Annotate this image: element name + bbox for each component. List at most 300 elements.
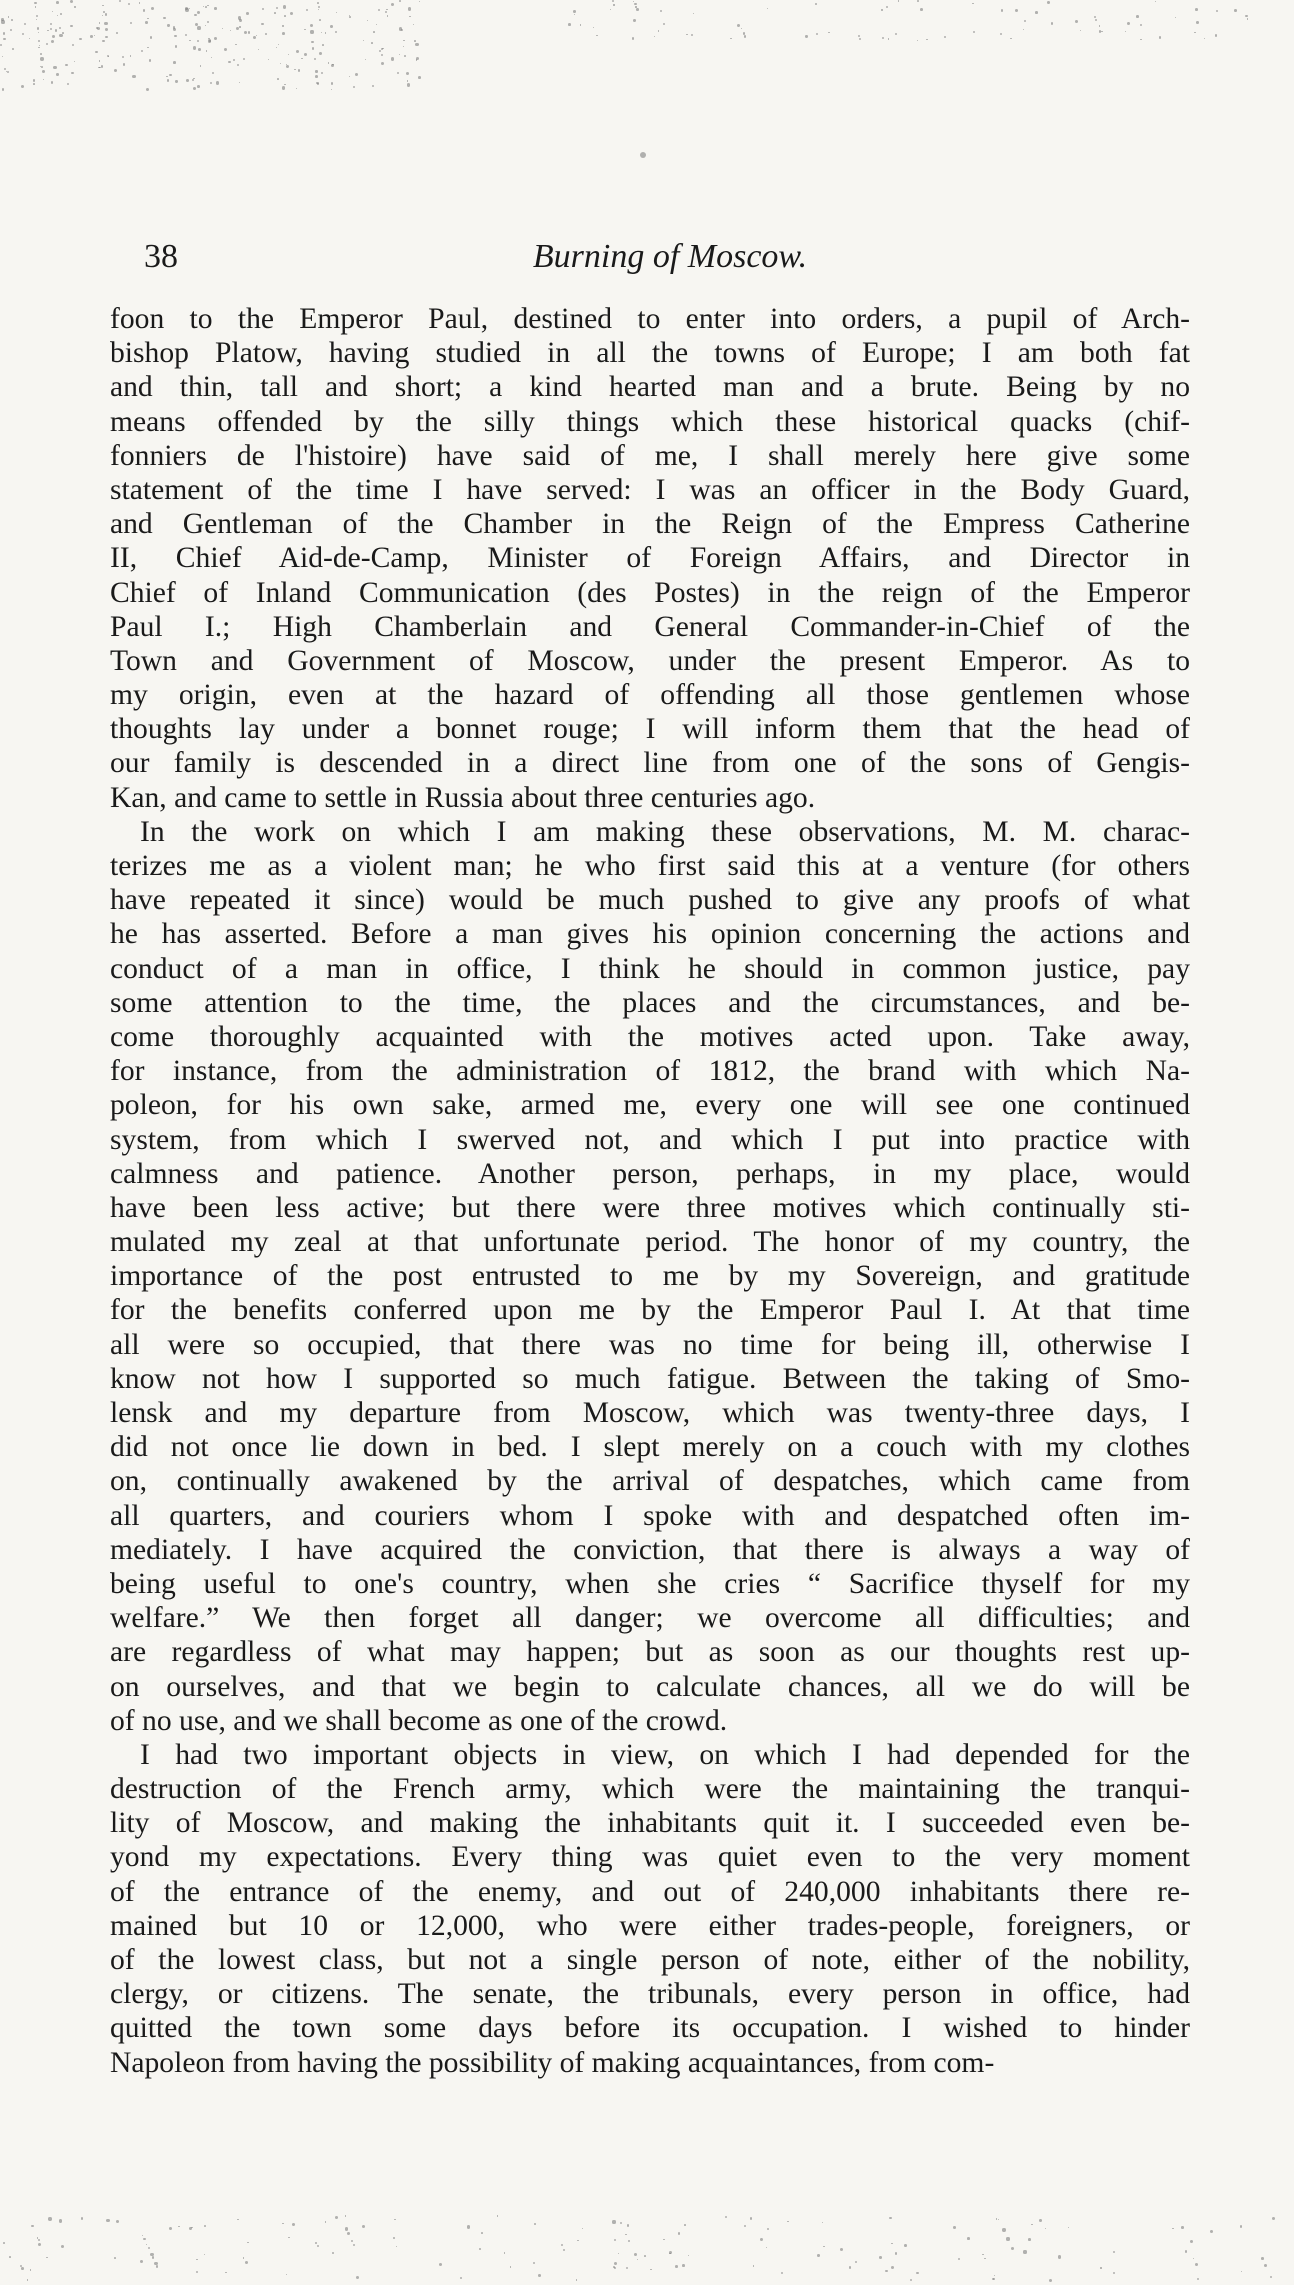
text-line: thoughts lay under a bonnet rouge; I will inform them that the head of	[110, 713, 1190, 746]
speckle	[94, 35, 95, 36]
speckle	[197, 85, 200, 88]
speckle	[1140, 24, 1142, 26]
speckle	[407, 80, 409, 82]
speckle	[99, 60, 100, 61]
speckle	[225, 2272, 227, 2274]
speckle	[917, 40, 918, 41]
speckle	[561, 2244, 563, 2246]
speckle	[230, 30, 231, 31]
speckle	[1175, 17, 1176, 18]
speckle	[625, 2234, 626, 2235]
speckle	[143, 2238, 146, 2241]
speckle	[52, 35, 55, 38]
speckle	[150, 36, 153, 39]
body-text	[110, 302, 1190, 2080]
speckle	[669, 2253, 670, 2254]
text-line: of no use, and we shall become as one of the crowd.	[110, 1704, 728, 1737]
speckle	[1028, 2238, 1031, 2241]
speckle	[413, 24, 414, 25]
speckle	[744, 35, 746, 37]
speckle	[805, 35, 807, 37]
speckle	[917, 0, 919, 2]
speckle	[391, 57, 394, 60]
speckle	[467, 2225, 470, 2228]
text-line: I had two important objects in view, on which I had depended for the	[140, 1738, 1190, 1771]
speckle	[59, 27, 62, 30]
speckle	[904, 2244, 907, 2247]
speckle	[1247, 18, 1248, 19]
speckle	[74, 61, 76, 63]
speckle	[660, 10, 662, 12]
speckle	[1001, 9, 1004, 12]
speckle	[53, 66, 56, 69]
speckle	[319, 19, 321, 21]
speckle	[1100, 2267, 1101, 2268]
speckle	[1272, 2217, 1275, 2220]
speckle	[55, 29, 57, 31]
speckle	[296, 50, 299, 53]
speckle	[1045, 2228, 1046, 2229]
speckle	[239, 26, 240, 27]
speckle	[1241, 2271, 1242, 2272]
speckle	[314, 58, 316, 60]
speckle	[972, 3, 974, 5]
text-line: on ourselves, and that we begin to calculate chances, all we do will be	[110, 1670, 1190, 1703]
speckle	[315, 2242, 317, 2244]
speckle	[373, 31, 375, 33]
text-line: of the entrance of the enemy, and out of 240,000 inhabitants there re-	[110, 1875, 1190, 1908]
speckle	[65, 64, 68, 67]
speckle	[481, 2232, 483, 2234]
speckle	[311, 41, 313, 43]
speckle	[197, 40, 199, 42]
speckle	[626, 2267, 628, 2269]
speckle	[122, 56, 124, 58]
speckle	[284, 84, 285, 85]
text-line: statement of the time I have served: I was an officer in the Body Guard,	[110, 473, 1190, 506]
speckle	[59, 34, 62, 37]
speckle	[46, 2257, 47, 2258]
speckle	[353, 2244, 355, 2246]
speckle	[1197, 2278, 1199, 2280]
speckle	[79, 38, 81, 40]
speckle	[538, 2274, 541, 2277]
speckle	[310, 30, 313, 33]
speckle	[387, 15, 388, 16]
speckle	[953, 2226, 956, 2229]
speckle	[59, 2219, 62, 2222]
speckle	[840, 2248, 843, 2251]
speckle	[173, 28, 176, 31]
speckle	[817, 2254, 820, 2257]
speckle	[1101, 31, 1102, 32]
speckle	[193, 87, 196, 90]
speckle	[214, 37, 217, 40]
speckle	[627, 2224, 630, 2227]
speckle	[130, 55, 131, 56]
speckle	[984, 2258, 985, 2259]
speckle	[1113, 2272, 1115, 2274]
text-line: calmness and patience. Another person, perhaps, in my place, would	[110, 1157, 1190, 1190]
speckle	[325, 32, 327, 34]
speckle	[386, 9, 388, 11]
speckle	[891, 2243, 893, 2245]
text-line: bishop Platow, having studied in all the towns of Europe; I am both fat	[110, 337, 1190, 370]
speckle	[33, 83, 35, 85]
speckle	[40, 53, 42, 55]
speckle	[1136, 15, 1139, 18]
speckle	[296, 88, 297, 89]
speckle	[186, 79, 189, 82]
speckle	[256, 35, 257, 36]
speckle	[688, 2255, 689, 2256]
speckle	[895, 33, 897, 35]
speckle	[926, 39, 928, 41]
speckle	[1245, 15, 1247, 17]
speckle	[1264, 2264, 1267, 2267]
speckle	[479, 2248, 481, 2250]
speckle	[504, 2252, 506, 2254]
text-line: for instance, from the administration of 1812, the brand with which Na-	[110, 1055, 1190, 1088]
speckle	[1215, 34, 1218, 37]
speckle	[331, 89, 332, 90]
speckle	[216, 81, 219, 84]
speckle	[288, 54, 289, 55]
speckle	[993, 2278, 995, 2280]
speckle	[1095, 19, 1097, 21]
speckle	[288, 2237, 289, 2238]
text-line: have been less active; but there were three motives which continually sti-	[110, 1191, 1190, 1224]
speckle	[1049, 2279, 1052, 2282]
speckle	[283, 5, 286, 8]
speckle	[98, 67, 100, 69]
speckle	[1159, 36, 1162, 39]
speckle	[381, 54, 383, 56]
speckle	[1140, 39, 1141, 40]
speckle	[381, 62, 384, 65]
speckle	[105, 13, 107, 15]
speckle	[725, 2216, 727, 2218]
text-line: terizes me as a violent man; he who first said this at a venture (for others	[110, 850, 1190, 882]
speckle	[265, 33, 267, 35]
speckle	[916, 2272, 918, 2274]
speckle	[355, 73, 358, 76]
speckle	[1195, 8, 1198, 11]
speckle	[1210, 2230, 1213, 2233]
page-header	[140, 238, 1200, 282]
speckle	[973, 31, 975, 33]
speckle	[38, 40, 40, 42]
speckle	[1002, 2228, 1005, 2231]
speckle	[304, 53, 307, 56]
speckle	[663, 23, 665, 25]
speckle	[582, 2228, 583, 2229]
speckle	[38, 47, 40, 49]
speckle	[104, 22, 107, 25]
speckle	[7, 71, 9, 73]
text-line: foon to the Emperor Paul, destined to enter into orders, a pupil of Arch-	[110, 303, 1190, 335]
speckle	[175, 80, 177, 82]
speckle	[61, 2245, 64, 2248]
speckle	[823, 2246, 825, 2248]
speckle	[1194, 32, 1195, 33]
speckle	[247, 2242, 248, 2243]
speckle	[1047, 1, 1050, 4]
speckle	[534, 2223, 536, 2225]
speckle	[243, 58, 245, 60]
text-line: clergy, or citizens. The senate, the tribunals, every person in office, had	[110, 1978, 1190, 2011]
speckle	[822, 2222, 823, 2223]
speckle	[140, 2260, 143, 2263]
speckle	[116, 2220, 119, 2223]
speckle	[0, 44, 2, 46]
speckle	[678, 2232, 680, 2234]
speckle	[632, 37, 635, 40]
speckle	[365, 59, 366, 60]
speckle	[1270, 2276, 1272, 2278]
speckle	[889, 2217, 891, 2219]
speckle	[62, 32, 64, 34]
speckle	[628, 2240, 630, 2242]
speckle	[33, 79, 35, 81]
speckle	[282, 32, 285, 35]
speckle	[70, 25, 72, 27]
text-line: system, from which I swerved not, and which I put into practice with	[110, 1123, 1190, 1156]
text-line: our family is descended in a direct line from one of the sons of Gengis-	[110, 747, 1190, 780]
speckle	[849, 2266, 852, 2269]
speckle	[996, 2218, 998, 2220]
speckle	[353, 86, 355, 88]
speckle	[36, 19, 37, 20]
text-line: II, Chief Aid-de-Camp, Minister of Foreign Affairs, and Director in	[110, 542, 1190, 575]
speckle	[640, 152, 646, 158]
speckle	[766, 2247, 767, 2248]
speckle	[167, 24, 169, 26]
speckle	[169, 2227, 172, 2230]
text-line: Chief of Inland Communication (des Postes) in the reign of the Emperor	[110, 576, 1190, 609]
speckle	[211, 57, 212, 58]
speckle	[46, 43, 48, 45]
speckle	[744, 2225, 746, 2227]
page-number: 38	[144, 238, 178, 275]
speckle	[222, 28, 223, 29]
speckle	[1075, 20, 1078, 23]
speckle	[189, 8, 190, 9]
text-line: all were so occupied, that there was no time for being ill, otherwise I	[110, 1328, 1190, 1361]
speckle	[116, 32, 118, 34]
speckle	[409, 16, 410, 17]
speckle	[233, 59, 235, 61]
speckle	[31, 2225, 34, 2228]
speckle	[1080, 30, 1081, 31]
speckle	[41, 66, 43, 68]
speckle	[1216, 10, 1219, 13]
speckle	[994, 2275, 995, 2276]
speckle	[189, 2227, 192, 2230]
speckle	[684, 2224, 686, 2226]
speckle	[253, 36, 256, 39]
speckle	[399, 27, 402, 30]
speckle	[277, 78, 279, 80]
speckle	[1023, 29, 1024, 30]
speckle	[408, 7, 411, 10]
speckle	[859, 38, 861, 40]
speckle	[633, 1, 634, 2]
speckle	[128, 3, 131, 6]
speckle	[132, 75, 135, 78]
speckle	[958, 2258, 960, 2260]
speckle	[563, 2249, 565, 2251]
speckle	[12, 48, 14, 50]
speckle	[280, 63, 281, 64]
text-line: Paul I.; High Chamberlain and General Commander-in-Chief of the	[110, 610, 1190, 643]
speckle	[286, 65, 289, 68]
speckle	[10, 29, 12, 31]
speckle	[276, 7, 278, 9]
speckle	[196, 2259, 198, 2261]
speckle	[261, 23, 263, 25]
speckle	[237, 2219, 239, 2221]
speckle	[147, 47, 149, 49]
speckle	[637, 2259, 639, 2261]
speckle	[141, 50, 143, 52]
speckle	[580, 24, 581, 25]
speckle	[816, 33, 818, 35]
speckle	[143, 9, 146, 12]
speckle	[204, 2254, 205, 2255]
text-line: poleon, for his own sake, armed me, every one will see one continued	[110, 1089, 1190, 1122]
speckle	[1058, 2255, 1061, 2258]
speckle	[1261, 2257, 1264, 2260]
speckle	[686, 34, 688, 36]
speckle	[895, 2252, 898, 2255]
speckle	[612, 2220, 615, 2223]
speckle	[246, 12, 249, 15]
speckle	[321, 72, 324, 75]
speckle	[1113, 2251, 1115, 2253]
speckle	[396, 2246, 398, 2248]
text-line: Town and Government of Moscow, under the present Emperor. As to	[110, 644, 1190, 677]
speckle	[40, 57, 43, 60]
speckle	[268, 59, 269, 60]
speckle	[397, 72, 399, 74]
speckle	[50, 23, 52, 25]
speckle	[174, 35, 177, 38]
speckle	[316, 82, 319, 85]
text-line: destruction of the French army, which were the maintaining the tranqui-	[110, 1773, 1190, 1806]
speckle	[888, 38, 890, 40]
text-line: for the benefits conferred upon me by the Emperor Paul I. At that time	[110, 1294, 1190, 1327]
speckle	[3, 38, 5, 40]
speckle	[74, 6, 75, 7]
speckle	[2, 56, 3, 57]
speckle	[282, 86, 285, 89]
speckle	[235, 44, 236, 45]
speckle	[185, 34, 187, 36]
speckle	[42, 70, 45, 73]
speckle	[194, 14, 196, 16]
speckle	[577, 2240, 578, 2241]
speckle	[982, 2254, 983, 2255]
text-line: of the lowest class, but not a single person of note, either of the nobility,	[110, 1944, 1190, 1976]
speckle	[618, 2253, 619, 2254]
speckle	[885, 2270, 887, 2272]
speckle	[142, 2235, 143, 2236]
speckle	[292, 2223, 295, 2226]
text-line: my origin, even at the hazard of offending all those gentlemen whose	[110, 679, 1190, 712]
speckle	[399, 0, 401, 2]
speckle	[156, 2265, 158, 2267]
speckle	[1015, 9, 1018, 12]
speckle	[1193, 2258, 1194, 2259]
speckle	[317, 2, 319, 4]
speckle	[403, 46, 404, 47]
text-line: conduct of a man in office, I think he should in common justice, pay	[110, 952, 1190, 985]
speckle	[331, 64, 334, 67]
speckle	[879, 2256, 882, 2259]
speckle	[245, 2261, 248, 2264]
speckle	[244, 31, 247, 34]
speckle	[193, 46, 196, 49]
speckle	[1068, 2227, 1069, 2228]
speckle	[439, 2263, 442, 2266]
speckle	[1195, 2263, 1198, 2266]
speckle	[298, 69, 301, 72]
speckle	[56, 1, 59, 4]
speckle	[363, 40, 364, 41]
speckle	[282, 2223, 284, 2225]
speckle	[195, 23, 198, 26]
speckle	[1190, 2240, 1193, 2243]
text-line: have repeated it since) would be much pushed to give any proofs of what	[110, 884, 1190, 917]
speckle	[737, 24, 740, 27]
speckle	[56, 73, 59, 76]
speckle	[1051, 22, 1053, 24]
speckle	[406, 72, 409, 75]
speckle	[335, 2216, 338, 2219]
speckle	[318, 9, 320, 11]
speckle	[910, 2279, 912, 2281]
speckle	[145, 21, 148, 24]
speckle	[205, 25, 206, 26]
speckle	[29, 38, 30, 39]
speckle	[613, 2266, 615, 2268]
text-line: fonniers de l'histoire) have said of me, I shall merely here give some	[110, 439, 1190, 472]
text-line: In the work on which I am making these observations, M. M. charac-	[140, 815, 1190, 848]
speckle	[1196, 21, 1199, 24]
speckle	[378, 9, 380, 11]
speckle	[760, 2238, 763, 2241]
speckle	[38, 2243, 41, 2246]
speckle	[210, 82, 213, 85]
speckle	[102, 5, 104, 7]
speckle	[30, 2269, 32, 2271]
speckle	[347, 2232, 350, 2235]
speckle	[385, 11, 388, 14]
speckle	[8, 16, 10, 18]
speckle	[224, 48, 227, 51]
speckle	[163, 17, 166, 20]
speckle	[944, 36, 946, 38]
speckle	[200, 65, 202, 67]
speckle	[1039, 2219, 1042, 2222]
speckle	[173, 61, 176, 64]
text-line: and Gentleman of the Chamber in the Reign of the Empress Catherine	[110, 508, 1190, 541]
text-line: some attention to the time, the places and the circumstances, and be-	[110, 986, 1190, 1019]
speckle	[593, 27, 594, 28]
speckle	[855, 2261, 857, 2263]
speckle	[1000, 33, 1002, 35]
